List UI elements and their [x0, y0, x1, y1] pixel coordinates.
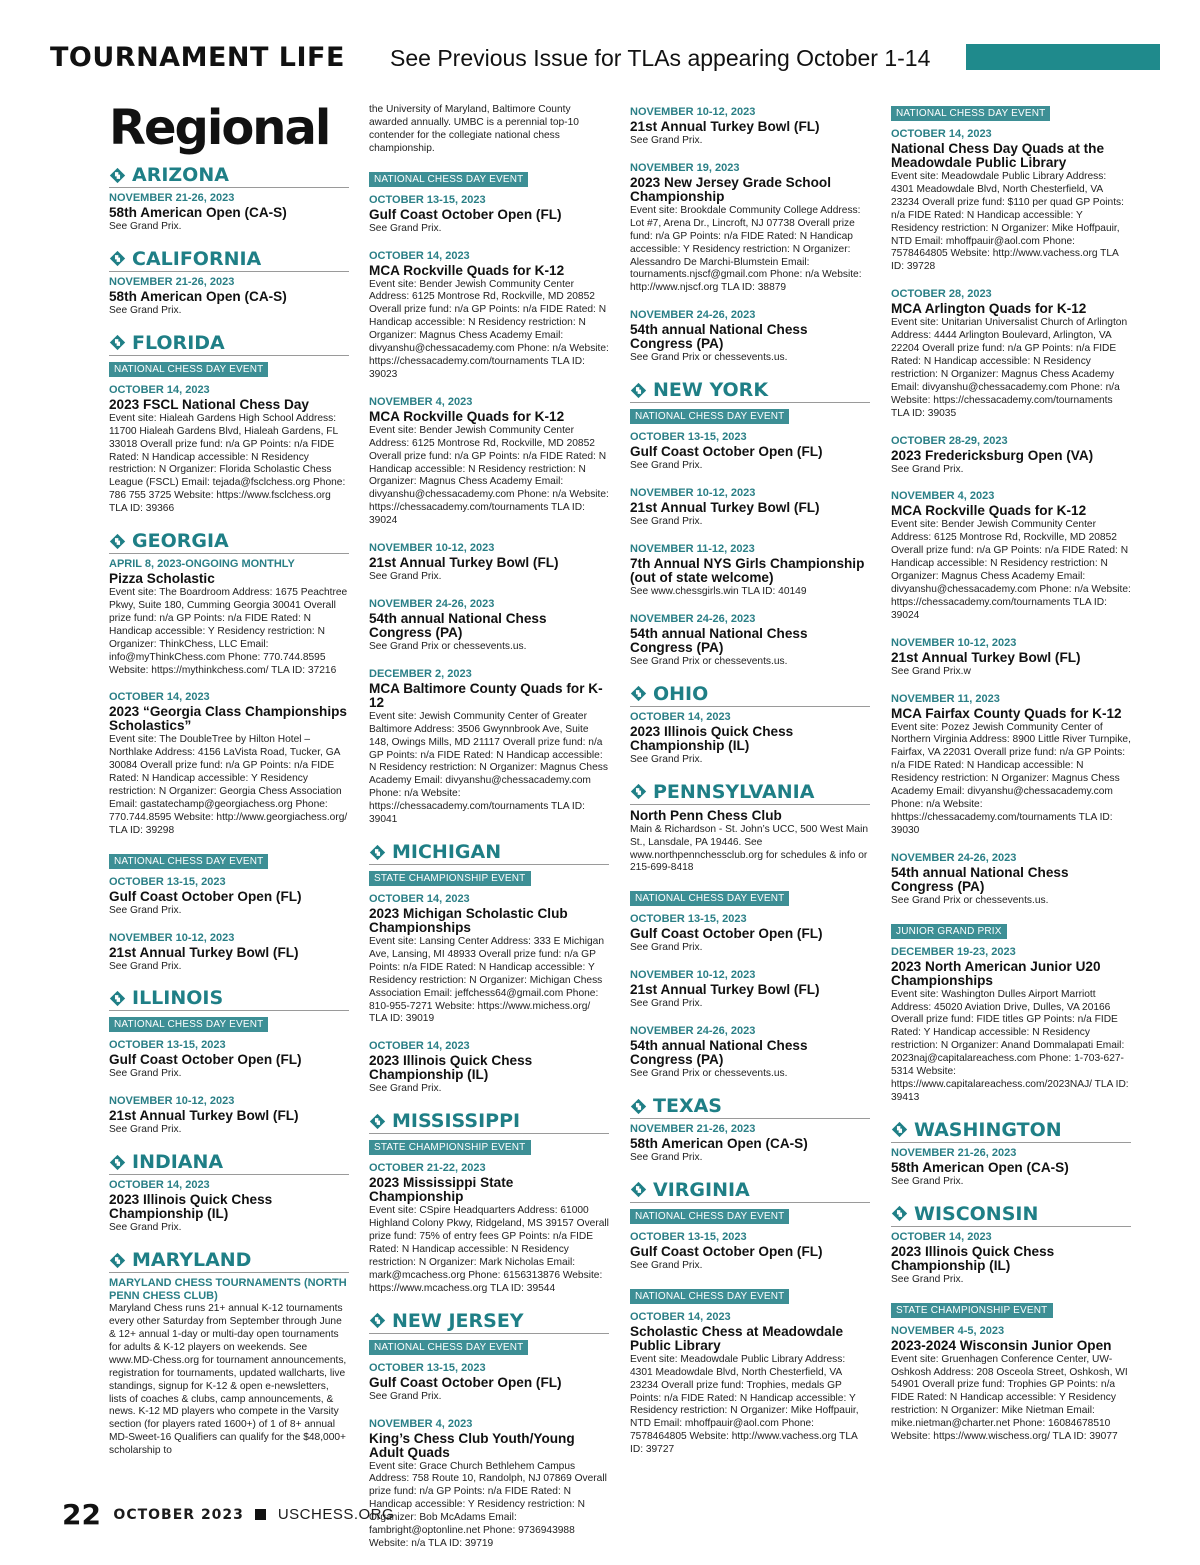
- state-heading: [630, 1179, 870, 1203]
- entry-date: OCTOBER 14, 2023: [369, 1040, 470, 1053]
- entry-date: OCTOBER 14, 2023: [109, 1179, 210, 1192]
- entry-details: See Grand Prix.: [630, 516, 703, 528]
- entry-details: Event site: Pozez Jewish Community Center of Northern Virginia Address: 8900 Little River Turnpike, Fairfax, VA 22031 Overall prize fund: n/a GP Points: n/a FIDE Rated: N Handicap accessible: N Residency restriction: N Organizer: Magnus Chess Academy Email: divyanshu@chessacademy.com Phone: n/a Website: hhttps://chessacademy.com/tournaments TLA ID: 39030: [891, 721, 1131, 836]
- tournament-entry: [630, 487, 870, 529]
- entry-date: NOVEMBER 21-26, 2023: [630, 1123, 756, 1136]
- tournament-entry: [630, 809, 870, 876]
- column-4: [891, 104, 1131, 1458]
- entry-details: See Grand Prix.: [630, 753, 703, 765]
- entry-title: 21st Annual Turkey Bowl (FL): [630, 982, 820, 998]
- state-name: FLORIDA: [132, 331, 225, 354]
- event-badge: STATE CHAMPIONSHIP EVENT: [369, 1140, 531, 1155]
- entry-details: See www.chessgirls.win TLA ID: 40149: [630, 585, 807, 597]
- state-name: TEXAS: [653, 1095, 722, 1118]
- site-url: USCHESS.ORG: [277, 1506, 395, 1523]
- state-heading: [369, 1310, 609, 1334]
- entry-date: OCTOBER 14, 2023: [109, 383, 210, 396]
- location-pin-icon: [630, 1098, 647, 1115]
- tournament-entry: [109, 932, 349, 974]
- entry-details: See Grand Prix.: [630, 942, 703, 954]
- tournament-entry: [630, 913, 870, 955]
- badge-row: [109, 1015, 349, 1037]
- entry-title: Gulf Coast October Open (FL): [369, 1374, 562, 1390]
- entry-date: NOVEMBER 24-26, 2023: [891, 851, 1017, 864]
- entry-date: NOVEMBER 4, 2023: [369, 1417, 473, 1430]
- tournament-entry: [891, 490, 1131, 622]
- entry-details: See Grand Prix.: [109, 221, 182, 232]
- event-badge: NATIONAL CHESS DAY EVENT: [109, 1017, 268, 1032]
- event-badge: NATIONAL CHESS DAY EVENT: [369, 1340, 528, 1355]
- state-name: OHIO: [653, 682, 709, 705]
- entry-details: See Grand Prix.: [630, 135, 703, 146]
- event-badge: NATIONAL CHESS DAY EVENT: [109, 362, 268, 377]
- tournament-entry: [369, 250, 609, 382]
- entry-date: NOVEMBER 21-26, 2023: [109, 192, 235, 204]
- tournament-entry: [109, 384, 349, 516]
- tournament-entry: [369, 396, 609, 528]
- entry-title: MCA Rockville Quads for K-12: [369, 408, 565, 424]
- entry-title: 2023 Illinois Quick Chess Championship (IL): [891, 1243, 1055, 1273]
- section-subheading: See Previous Issue for TLAs appearing October 1-14: [390, 45, 931, 71]
- entry-date: NOVEMBER 11, 2023: [891, 692, 1000, 705]
- entry-details: Event site: Hialeah Gardens High School Address: 11700 Hialeah Gardens Blvd, Hialeah Gardens, FL 33018 Overall prize fund: n/a GP Points: n/a FIDE Rated: N Handicap accessible: N Residency restriction: N Organizer: Florida Scholastic Chess League (FSCL) Email: tejada@fsclchess.org Phone: 786 755 3725 Website: https://www.fsclchess.org TLA ID: 39366: [109, 412, 346, 515]
- entry-title: 58th American Open (CA-S): [891, 1159, 1069, 1175]
- tournament-entry: [891, 1231, 1131, 1287]
- entry-date: OCTOBER 14, 2023: [369, 893, 470, 905]
- entry-date: NOVEMBER 11-12, 2023: [630, 542, 755, 555]
- badge-row: [630, 407, 870, 429]
- column-1: [109, 100, 349, 1472]
- entry-date: MARYLAND CHESS TOURNAMENTS (NORTH PENN CHESS CLUB): [109, 1277, 347, 1303]
- entry-details: See Grand Prix or chessevents.us.: [369, 640, 527, 652]
- entry-details: Event site: Unitarian Universalist Church of Arlington Address: 4444 Arlington Boulevard, Arlington, VA 22204 Overall prize fund: n/a GP Points: n/a FIDE Rated: N Handicap accessible: N Residency restriction: N Organizer: Magnus Chess Academy Email: divyanshu@chessacademy.com Phone: n/a Website: https://chessacademy.com/tournaments TLA ID: 39035: [891, 317, 1128, 419]
- entry-date: OCTOBER 13-15, 2023: [109, 1039, 226, 1052]
- accent-bar: [966, 44, 1160, 70]
- entry-date: NOVEMBER 24-26, 2023: [630, 1025, 756, 1038]
- badge-row: [369, 170, 609, 192]
- entry-details: Event site: Washington Dulles Airport Marriott Address: 45020 Aviation Drive, Dulles, VA 20166 Overall prize fund: FIDE titles GP Points: n/a FIDE Rated: Y Handicap accessible: N Residency restriction: N Organizer: Anand Dommalapati Email: 2023naj@capitalareachess.com Phone: 1-703-627-5314 Website: https://www.capitalareachess.com/2023NAJ/ TLA ID: 39413: [891, 988, 1129, 1103]
- badge-row: [891, 104, 1131, 126]
- state-heading: [109, 1151, 349, 1175]
- state-heading: [630, 683, 870, 707]
- entry-title: National Chess Day Quads at the Meadowdale Public Library: [891, 141, 1105, 170]
- entry-details: Maryland Chess runs 21+ annual K-12 tournaments every other Saturday from September through June & 12+ annual 1-day or multi-day open tournaments for adults & K-12 players on weekends. See www.MD-Chess.org for tournament announcements, registration for tournaments, updated wallcharts, live standings, signup for K-12 & open e-newsletters, lists of coaches & clubs, camp announcements, & news. K-12 MD players who compete in the Varsity section (for players rated 1600+) of 1 of 8+ annual MD-Sweet-16 Qualifiers can qualify for the $48,000+ scholarship to: [109, 1303, 347, 1457]
- tournament-entry: [109, 1095, 349, 1137]
- entry-title: 21st Annual Turkey Bowl (FL): [630, 119, 820, 134]
- entry-details: Main & Richardson - St. John’s UCC, 500 West Main St., Lansdale, PA 19446. See www.northpennchessclub.org for schedules & info or 215-699-8418: [630, 823, 868, 874]
- entry-date: NOVEMBER 24-26, 2023: [369, 597, 495, 610]
- entry-title: 21st Annual Turkey Bowl (FL): [109, 944, 299, 960]
- entry-title: MCA Rockville Quads for K-12: [891, 503, 1087, 519]
- entry-title: 2023 Fredericksburg Open (VA): [891, 447, 1094, 463]
- state-heading: [109, 530, 349, 554]
- entry-date: NOVEMBER 10-12, 2023: [630, 106, 756, 118]
- entry-details: See Grand Prix.: [630, 460, 703, 472]
- state-heading: [109, 1249, 349, 1273]
- event-badge: NATIONAL CHESS DAY EVENT: [891, 106, 1050, 121]
- entry-details: See Grand Prix.: [369, 571, 442, 583]
- entry-date: OCTOBER 14, 2023: [630, 1310, 731, 1323]
- tournament-entry: [369, 1162, 609, 1295]
- state-name: INDIANA: [132, 1151, 224, 1174]
- entry-details: See Grand Prix or chessevents.us.: [630, 352, 788, 364]
- entry-title: 58th American Open (CA-S): [630, 1136, 808, 1152]
- entry-details: See Grand Prix or chessevents.us.: [630, 655, 788, 667]
- section-heading: TOURNAMENT LIFE: [50, 42, 345, 73]
- entry-details: Event site: Meadowdale Public Library Address: 4301 Meadowdale Blvd, North Chesterfield, VA 23234 Overall prize fund: $110 per quad GP Points: n/a FIDE Rated: N Handicap accessible: Y Residency restriction: N Organizer: Mike Hoffpauir, NTD Email: mhoffpauir@aol.com Phone: 7578464805 Website: http://www.vachess.org TLA ID: 39728: [891, 171, 1124, 273]
- entry-details: See Grand Prix.: [891, 1273, 964, 1285]
- entry-date: NOVEMBER 10-12, 2023: [109, 931, 235, 944]
- event-badge: STATE CHAMPIONSHIP EVENT: [369, 871, 531, 886]
- entry-title: Scholastic Chess at Meadowdale Public Library: [630, 1323, 844, 1353]
- entry-date: NOVEMBER 21-26, 2023: [109, 275, 235, 288]
- entry-title: Gulf Coast October Open (FL): [630, 926, 823, 942]
- event-badge: NATIONAL CHESS DAY EVENT: [630, 1289, 789, 1304]
- location-pin-icon: [109, 990, 126, 1007]
- entry-date: DECEMBER 19-23, 2023: [891, 945, 1016, 958]
- entry-title: MCA Baltimore County Quads for K-12: [369, 680, 603, 710]
- tournament-entry: [109, 192, 349, 234]
- entry-date: NOVEMBER 10-12, 2023: [369, 542, 495, 555]
- entry-details: See Grand Prix.: [369, 1390, 442, 1402]
- location-pin-icon: [109, 1154, 126, 1171]
- entry-title: MCA Arlington Quads for K-12: [891, 301, 1087, 317]
- entry-title: North Penn Chess Club: [630, 807, 782, 823]
- entry-title: 2023 North American Junior U20 Championships: [891, 958, 1101, 988]
- entry-date: NOVEMBER 24-26, 2023: [630, 612, 756, 625]
- entry-title: 7th Annual NYS Girls Championship (out of state welcome): [630, 555, 865, 585]
- state-name: WASHINGTON: [914, 1118, 1062, 1141]
- entry-date: NOVEMBER 21-26, 2023: [891, 1146, 1017, 1159]
- tournament-entry: [630, 162, 870, 295]
- entry-date: OCTOBER 14, 2023: [369, 249, 470, 262]
- square-separator: [255, 1509, 266, 1520]
- tournament-entry: [630, 543, 870, 599]
- location-pin-icon: [630, 783, 647, 800]
- entry-title: 54th annual National Chess Congress (PA): [630, 625, 808, 655]
- entry-details: Event site: Lansing Center Address: 333 E Michigan Ave, Lansing, MI 48933 Overall prize fund: n/a GP Points: n/a FIDE Rated: N Handicap accessible: Y Residency restriction: N Organizer: Michigan Chess Association Email: jeffchess64@gmail.com Phone: 810-955-7271 Website: https://www.michess.org/ TLA ID: 39019: [369, 936, 605, 1025]
- location-pin-icon: [109, 167, 126, 184]
- entry-details: Event site: Bender Jewish Community Center Address: 6125 Montrose Rd, Rockville, MD 20852 Overall prize fund: n/a GP Points: n/a FIDE Rated: N Handicap accessible: N Residency restriction: N Organizer: Magnus Chess Academy Email: divyanshu@chessacademy.com Phone: n/a Website: https://chessacademy.com/tournaments TLA ID: 39024: [891, 519, 1131, 621]
- entry-title: 21st Annual Turkey Bowl (FL): [109, 1108, 299, 1124]
- state-heading: [630, 1095, 870, 1119]
- entry-date: DECEMBER 2, 2023: [369, 667, 472, 680]
- entry-title: 2023 Mississippi State Championship: [369, 1175, 514, 1205]
- tournament-entry: [891, 1325, 1131, 1444]
- event-badge: NATIONAL CHESS DAY EVENT: [369, 172, 528, 187]
- tournament-entry: [630, 711, 870, 767]
- entry-date: OCTOBER 13-15, 2023: [369, 1361, 486, 1374]
- entry-title: Gulf Coast October Open (FL): [109, 1052, 302, 1068]
- entry-title: 54th annual National Chess Congress (PA): [630, 322, 808, 352]
- entry-title: Gulf Coast October Open (FL): [630, 1243, 823, 1259]
- entry-title: 21st Annual Turkey Bowl (FL): [369, 555, 559, 571]
- entry-details: See Grand Prix.: [369, 222, 442, 234]
- entry-title: 2023 FSCL National Chess Day: [109, 396, 309, 412]
- masthead: [50, 40, 1160, 76]
- tournament-entry: [109, 276, 349, 318]
- entry-details: Event site: Grace Church Bethlehem Campus Address: 758 Route 10, Randolph, NJ 07869 Overall prize fund: n/a GP Points: n/a FIDE Rated: N Handicap accessible: Y Residency restriction: N Organizer: Bob McAdams Email: fambright@optonline.net Phone: 9736943988 Website: n/a TLA ID: 39719: [369, 1460, 607, 1549]
- state-name: MICHIGAN: [392, 841, 502, 863]
- location-pin-icon: [109, 533, 126, 550]
- event-badge: NATIONAL CHESS DAY EVENT: [630, 409, 789, 424]
- column-2: [369, 104, 609, 1565]
- badge-row: [109, 360, 349, 382]
- entry-date: OCTOBER 21-22, 2023: [369, 1162, 486, 1175]
- entry-title: 21st Annual Turkey Bowl (FL): [630, 500, 820, 516]
- tournament-entry: [109, 1277, 349, 1458]
- badge-row: [891, 922, 1131, 944]
- entry-details: See Grand Prix.: [891, 1175, 964, 1187]
- location-pin-icon: [891, 1205, 908, 1222]
- entry-details: Event site: Meadowdale Public Library Address: 4301 Meadowdale Blvd, North Chesterfield, VA 23234 Overall prize fund: Trophies, medals GP Points: n/a FIDE Rated: N Handicap accessible: Y Residency restriction: N Organizer: Mike Hoffpauir, NTD Email: mhoffpauir@aol.com Phone: 7578464805 Website: http://www.vachess.org TLA ID: 39727: [630, 1353, 859, 1456]
- event-badge: JUNIOR GRAND PRIX: [891, 924, 1007, 939]
- entry-title: 2023 Illinois Quick Chess Championship (IL): [109, 1192, 273, 1222]
- entry-details: See Grand Prix.: [109, 904, 182, 916]
- entry-date: OCTOBER 14, 2023: [891, 128, 992, 140]
- state-heading: [891, 1203, 1131, 1227]
- state-heading: [109, 332, 349, 356]
- tournament-entry: [369, 893, 609, 1026]
- badge-row: [891, 1301, 1131, 1323]
- entry-title: 58th American Open (CA-S): [109, 288, 287, 304]
- entry-details: Event site: Brookdale Community College Address: Lot #7, Arena Dr., Lincroft, NJ 07738 Overall prize fund: n/a GP Points: n/a FIDE Rated: N Handicap accessible: Y Residency restriction: N Organizer: Alessandro De Marchi-Blumstein Email: tournaments.njscf@gmail.com Phone: n/a Website: http://www.njscf.org TLA ID: 38879: [630, 204, 862, 294]
- tournament-entry: [369, 1040, 609, 1096]
- location-pin-icon: [109, 1252, 126, 1269]
- entry-details: Event site: Gruenhagen Conference Center, UW-Oshkosh Address: 208 Osceola Street, Oshkosh, WI 54901 Overall prize fund: Trophies GP Points: n/a FIDE Rated: N Handicap accessible: Y Residency restriction: N Organizer: Mike Nietman Email: mike.nietman@charter.net Phone: 16084678510 Website: https://www.wischess.org/ TLA ID: 39077: [891, 1353, 1128, 1443]
- tournament-entry: [630, 1025, 870, 1081]
- entry-details: See Grand Prix or chessevents.us.: [630, 1068, 788, 1080]
- entry-details: Event site: The Boardroom Address: 1675 Peachtree Pkwy, Suite 180, Cumming Georgia 30041 Overall prize fund: n/a GP Points: n/a FIDE Rated: N Handicap accessible: Y Residency restriction: N Organizer: ThinkChess, LLC Email: info@myThinkChess.com Phone: 770.744.8595 Website: https://mythinkchess.com/ TLA ID: 37216: [109, 587, 348, 676]
- entry-details: See Grand Prix.: [109, 1222, 182, 1234]
- tournament-entry: [109, 1039, 349, 1081]
- continued-text: the University of Maryland, Baltimore County awarded annually. UMBC is a perennial top-10 contender for the collegiate national chess championship.: [369, 104, 579, 154]
- tournament-entry: [109, 1179, 349, 1235]
- state-name: ILLINOIS: [132, 987, 224, 1010]
- tournament-entry: [369, 668, 609, 827]
- tournament-entry: [891, 637, 1131, 679]
- event-badge: NATIONAL CHESS DAY EVENT: [630, 1209, 789, 1224]
- state-name: MARYLAND: [132, 1249, 252, 1272]
- badge-row: [369, 869, 609, 891]
- entry-details: See Grand Prix.: [369, 1083, 442, 1095]
- entry-details: See Grand Prix.: [109, 1068, 182, 1080]
- location-pin-icon: [109, 250, 126, 267]
- entry-title: 2023 Illinois Quick Chess Championship (IL): [630, 723, 794, 753]
- entry-title: 2023 “Georgia Class Championships Scholastics”: [109, 704, 347, 734]
- tournament-entry: [109, 876, 349, 918]
- state-name: ARIZONA: [132, 164, 229, 186]
- state-name: MISSISSIPPI: [392, 1110, 521, 1133]
- entry-date: NOVEMBER 10-12, 2023: [630, 969, 756, 982]
- entry-details: See Grand Prix.: [109, 304, 182, 316]
- entry-title: 2023 Michigan Scholastic Club Championships: [369, 906, 568, 935]
- badge-row: [369, 1138, 609, 1160]
- tournament-entry: [630, 106, 870, 148]
- entry-details: See Grand Prix.w: [891, 665, 971, 677]
- state-name: VIRGINIA: [653, 1178, 750, 1201]
- entry-title: 2023 Illinois Quick Chess Championship (IL): [369, 1053, 533, 1083]
- issue-month: OCTOBER 2023: [113, 1506, 244, 1523]
- tournament-entry: [630, 431, 870, 473]
- column-3: [630, 104, 870, 1471]
- entry-details: See Grand Prix.: [891, 463, 964, 475]
- location-pin-icon: [630, 685, 647, 702]
- entry-title: King’s Chess Club Youth/Young Adult Quads: [369, 1430, 575, 1460]
- page-title: Regional: [109, 100, 330, 156]
- tournament-entry: [630, 1311, 870, 1457]
- entry-details: Event site: Jewish Community Center of Greater Baltimore Address: 3506 Gwynnbrook Ave, Suite 148, Owings Mills, MD 21117 Overall prize fund: n/a GP Points: n/a FIDE Rated: N Handicap accessible: N Residency restriction: N Organizer: Magnus Chess Academy Email: divyanshu@chessacademy.com Phone: n/a Website: https://chessacademy.com/tournaments TLA ID: 39041: [369, 710, 608, 826]
- tournament-entry: [891, 946, 1131, 1105]
- event-badge: NATIONAL CHESS DAY EVENT: [109, 854, 268, 869]
- state-heading: [369, 1110, 609, 1134]
- entry-title: 2023-2024 Wisconsin Junior Open: [891, 1337, 1112, 1353]
- state-heading: [630, 781, 870, 805]
- location-pin-icon: [369, 1113, 386, 1130]
- location-pin-icon: [369, 844, 386, 861]
- entry-date: OCTOBER 14, 2023: [109, 691, 210, 704]
- badge-row: [630, 1287, 870, 1309]
- tournament-entry: [891, 693, 1131, 838]
- location-pin-icon: [109, 334, 126, 351]
- entry-date: NOVEMBER 10-12, 2023: [891, 636, 1017, 649]
- state-heading: [369, 841, 609, 865]
- entry-details: See Grand Prix or chessevents.us.: [891, 894, 1049, 906]
- entry-date: OCTOBER 28-29, 2023: [891, 434, 1008, 447]
- entry-title: 21st Annual Turkey Bowl (FL): [891, 649, 1081, 665]
- tournament-entry: [630, 613, 870, 669]
- state-heading: [109, 987, 349, 1011]
- entry-title: Gulf Coast October Open (FL): [109, 888, 302, 904]
- badge-row: [630, 889, 870, 911]
- entry-date: NOVEMBER 10-12, 2023: [630, 487, 756, 500]
- state-heading: [891, 1119, 1131, 1143]
- tournament-entry: [369, 542, 609, 584]
- tournament-entry: [891, 288, 1131, 420]
- state-heading: [109, 164, 349, 188]
- event-badge: STATE CHAMPIONSHIP EVENT: [891, 1303, 1053, 1318]
- entry-title: 54th annual National Chess Congress (PA): [630, 1038, 808, 1068]
- entry-date: APRIL 8, 2023-ONGOING MONTHLY: [109, 558, 295, 571]
- state-heading: [109, 248, 349, 272]
- entry-details: See Grand Prix.: [109, 1124, 182, 1136]
- tournament-entry: [891, 435, 1131, 477]
- entry-date: OCTOBER 13-15, 2023: [630, 1230, 747, 1243]
- tournament-entry: [369, 194, 609, 236]
- tournament-entry: [630, 969, 870, 1011]
- entry-date: NOVEMBER 24-26, 2023: [630, 309, 756, 322]
- entry-title: MCA Rockville Quads for K-12: [369, 262, 565, 278]
- entry-title: Gulf Coast October Open (FL): [630, 444, 823, 460]
- entry-details: Event site: The DoubleTree by Hilton Hotel – Northlake Address: 4156 LaVista Road, Tucker, GA 30084 Overall prize fund: n/a GP Points: n/a FIDE Rated: N Handicap accessible: Y Residency restriction: N Organizer: Georgia Chess Association Email: gastatechamp@georgiachess.org Phone: 770.744.8595 Website: http://www.georgiachess.org/ TLA ID: 39298: [109, 734, 348, 836]
- state-name: NEW YORK: [653, 379, 769, 402]
- entry-details: Event site: Bender Jewish Community Center Address: 6125 Montrose Rd, Rockville, MD 20852 Overall prize fund: n/a GP Points: n/a FIDE Rated: N Handicap accessible: N Residency restriction: N Organizer: Magnus Chess Academy Email: divyanshu@chessacademy.com Phone: n/a Website: https://chessacademy.com/tournaments TLA ID: 39023: [369, 278, 609, 380]
- state-name: GEORGIA: [132, 530, 229, 553]
- entry-title: 2023 New Jersey Grade School Championship: [630, 174, 831, 204]
- entry-date: NOVEMBER 4, 2023: [369, 395, 473, 408]
- entry-date: OCTOBER 14, 2023: [891, 1230, 992, 1243]
- tournament-entry: [630, 1123, 870, 1165]
- location-pin-icon: [630, 1181, 647, 1198]
- location-pin-icon: [630, 382, 647, 399]
- tournament-entry: [891, 852, 1131, 908]
- tournament-entry: [630, 309, 870, 365]
- location-pin-icon: [891, 1121, 908, 1138]
- tournament-entry: [109, 558, 349, 677]
- entry-date: NOVEMBER 4, 2023: [891, 490, 995, 503]
- tournament-entry: [109, 691, 349, 837]
- entry-date: NOVEMBER 4-5, 2023: [891, 1324, 1005, 1337]
- entry-date: NOVEMBER 10-12, 2023: [109, 1095, 235, 1108]
- tournament-entry: [891, 128, 1131, 274]
- tournament-entry: [369, 598, 609, 654]
- location-pin-icon: [369, 1312, 386, 1329]
- entry-title: 54th annual National Chess Congress (PA): [891, 864, 1069, 894]
- entry-title: Gulf Coast October Open (FL): [369, 206, 562, 222]
- event-badge: NATIONAL CHESS DAY EVENT: [630, 891, 789, 906]
- badge-row: [109, 852, 349, 874]
- badge-row: [369, 1338, 609, 1360]
- state-name: PENNSYLVANIA: [653, 780, 815, 803]
- entry-date: OCTOBER 13-15, 2023: [109, 875, 226, 888]
- state-name: WISCONSIN: [914, 1202, 1039, 1225]
- entry-date: OCTOBER 13-15, 2023: [630, 431, 747, 444]
- entry-date: OCTOBER 13-15, 2023: [630, 913, 747, 926]
- entry-title: 58th American Open (CA-S): [109, 205, 287, 220]
- entry-details: See Grand Prix.: [630, 1259, 703, 1271]
- entry-details: Event site: CSpire Headquarters Address: 61000 Highland Colony Pkwy, Ridgeland, MS 39157 Overall prize fund: 75% of entry fees GP Points: n/a FIDE Rated: N Handicap accessible: N Residency restriction: N Organizer: Mark Nicholas Email: mark@mcachess.org Phone: 6156313876 Website: https://www.mcachess.org TLA ID: 39544: [369, 1205, 609, 1294]
- state-heading: [630, 379, 870, 403]
- entry-date: NOVEMBER 19, 2023: [630, 161, 740, 174]
- entry-date: OCTOBER 14, 2023: [630, 710, 731, 723]
- entry-date: OCTOBER 28, 2023: [891, 288, 992, 301]
- entry-details: See Grand Prix.: [109, 960, 182, 972]
- entry-title: 54th annual National Chess Congress (PA): [369, 610, 547, 640]
- entry-date: OCTOBER 13-15, 2023: [369, 193, 486, 206]
- state-name: CALIFORNIA: [132, 247, 262, 270]
- page-number: 22: [62, 1498, 101, 1531]
- tournament-entry: [630, 1231, 870, 1273]
- entry-title: Pizza Scholastic: [109, 571, 215, 587]
- tournament-entry: [369, 1362, 609, 1404]
- entry-title: MCA Fairfax County Quads for K-12: [891, 705, 1122, 721]
- tournament-entry: [369, 1418, 609, 1551]
- badge-row: [630, 1207, 870, 1229]
- tournament-entry: [891, 1147, 1131, 1189]
- entry-details: Event site: Bender Jewish Community Center Address: 6125 Montrose Rd, Rockville, MD 20852 Overall prize fund: n/a GP Points: n/a FIDE Rated: N Handicap accessible: N Residency restriction: N Organizer: Magnus Chess Academy Email: divyanshu@chessacademy.com Phone: n/a Website: https://chessacademy.com/tournaments TLA ID: 39024: [369, 424, 609, 527]
- entry-details: See Grand Prix.: [630, 998, 703, 1010]
- state-name: NEW JERSEY: [392, 1309, 524, 1332]
- entry-details: See Grand Prix.: [630, 1152, 703, 1164]
- page-footer: [62, 1498, 395, 1531]
